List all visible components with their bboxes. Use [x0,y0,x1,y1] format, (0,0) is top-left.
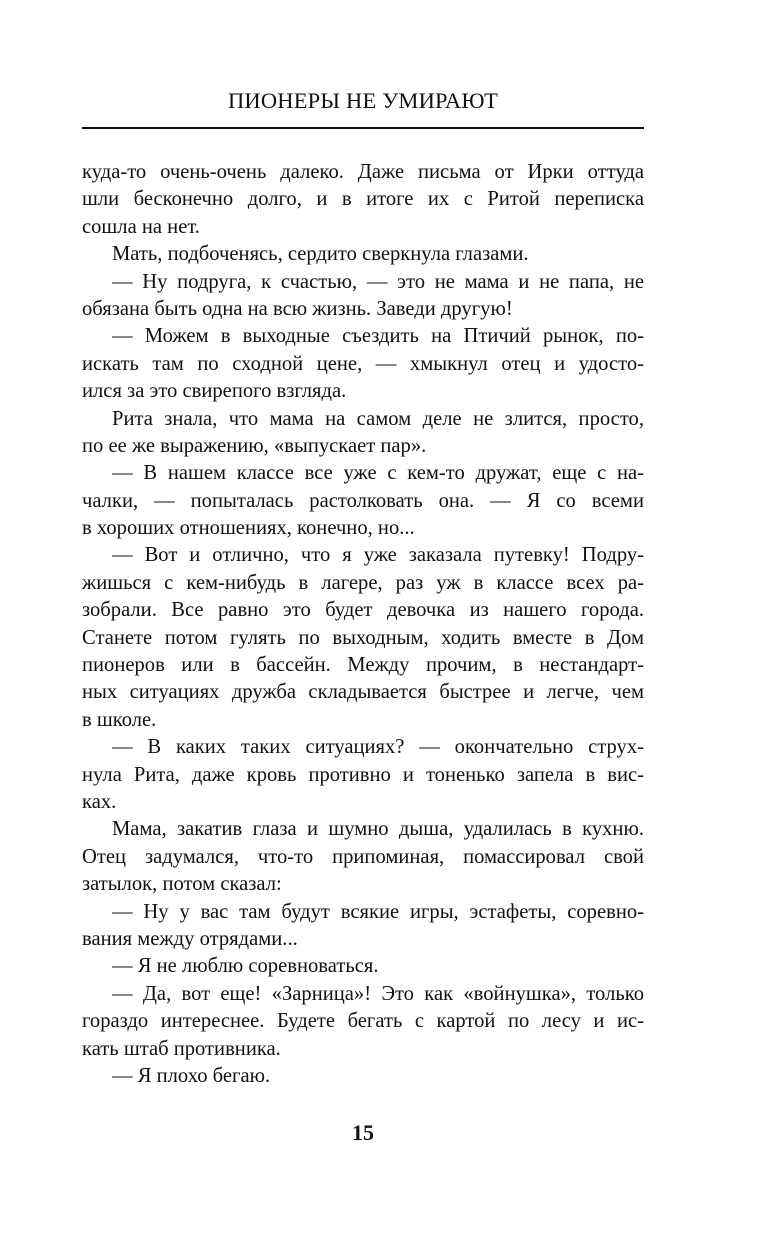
text-line: — Ну у вас там будут всякие игры, эстафеты, соревно- [112,900,644,923]
text-line: Отец задумался, что-то припоминая, помассировал свой [82,845,644,868]
text-line: — Ну подруга, к счастью, — это не мама и не папа, не [112,270,644,293]
text-line: затылок, потом сказал: [82,873,282,896]
text-line: кать штаб противника. [82,1037,281,1060]
text-line: ился за это свирепого взгляда. [82,380,347,403]
text-line: шли бесконечно долго, и в итоге их с Ритой переписка [82,188,644,211]
text-line: в школе. [82,708,157,731]
text-line: — В каких таких ситуациях? — окончательно струх- [112,736,644,759]
header-rule [82,127,644,129]
text-line: куда-то очень-очень далеко. Даже письма от Ирки оттуда [82,161,644,183]
text-line: — В нашем классе все уже с кем-то дружат, еще с на- [112,462,644,485]
text-line: — Я не люблю соревноваться. [112,955,379,978]
text-line: чалки, — попыталась растолковать она. — Я со всеми [82,489,644,512]
running-title: ПИОНЕРЫ НЕ УМИРАЮТ [227,88,499,113]
text-line: обязана быть одна на всю жизнь. Заведи другую! [82,297,513,320]
text-line: в хороших отношениях, конечно, но... [82,517,415,540]
text-line: нула Рита, даже кровь противно и тоненько запела в вис- [82,763,644,786]
text-line: гораздо интереснее. Будете бегать с картой по лесу и ис- [82,1010,644,1033]
text-line: Мать, подбоченясь, сердито сверкнула глазами. [112,243,529,266]
text-line: — Вот и отлично, что я уже заказала путевку! Подру- [112,544,644,567]
text-line: Рита знала, что мама на самом деле не злится, просто, [112,407,644,430]
text-line: — Я плохо бегаю. [112,1064,271,1087]
text-line: по ее же выражению, «выпускает пар». [82,434,427,457]
text-line: пионеров или в бассейн. Между прочим, в нестандарт- [82,654,644,677]
text-line: ках. [82,790,117,813]
text-line: жишься с кем-нибудь в лагере, раз уж в классе всех ра- [82,571,644,594]
text-line: зобрали. Все равно это будет девочка из нашего города. [82,599,644,622]
text-line: сошла на нет. [82,215,200,238]
text-line: Мама, закатив глаза и шумно дыша, удалилась в кухню. [112,818,644,841]
text-line: ных ситуациях дружба складывается быстрее и легче, чем [82,681,644,704]
text-line: — Можем в выходные съездить на Птичий рынок, по- [112,325,644,348]
text-line: — Да, вот еще! «Зарница»! Это как «войнушка», только [112,982,644,1005]
text-line: Станете потом гулять по выходным, ходить вместе в Дом [82,626,644,649]
page-number: 15 [352,1120,374,1145]
body-text [82,159,644,1090]
text-line: вания между отрядами... [82,927,298,950]
text-line: искать там по сходной цене, — хмыкнул отец и удосто- [82,352,644,375]
